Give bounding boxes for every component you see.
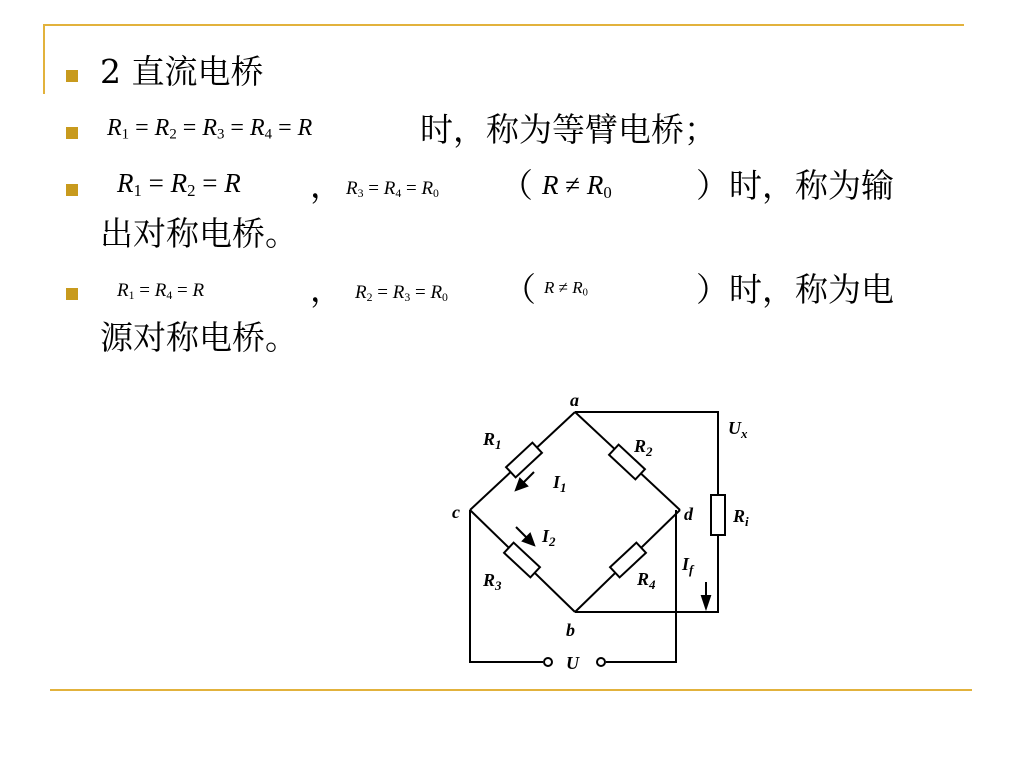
u-label: U: [566, 653, 579, 673]
formula-r-neq-r0: $R \ne R_0$: [544, 278, 588, 299]
current-if-arrowhead-icon: [702, 596, 710, 608]
circuit-wires: [470, 412, 718, 662]
ux-label: $U_x$: [728, 418, 748, 441]
resistor-r1-icon: [506, 443, 542, 478]
ri-label: $R_i$: [733, 506, 749, 529]
terminal-right-icon: [597, 658, 605, 666]
slide-heading: 2 直流电桥: [100, 52, 264, 91]
r3-label: $R_3$: [483, 570, 502, 593]
node-b-label: b: [566, 620, 575, 640]
node-d-label: d: [684, 504, 693, 524]
formula-equal-arm: $R_1 = R_2 = R_3 = R_4 = R$: [107, 115, 313, 143]
i2-label: $I_2$: [542, 526, 556, 549]
formula-r3-r4: $R_3 = R_4 = R_0$: [346, 178, 439, 200]
item3-comma: ，: [310, 270, 343, 309]
item2-text-line2: 出对称电桥。: [100, 214, 298, 253]
terminal-left-icon: [544, 658, 552, 666]
if-label: $I_f$: [682, 554, 694, 577]
formula-r-neq-r0: $R \ne R_0$: [542, 170, 612, 203]
r1-label: $R_1$: [483, 429, 502, 452]
i1-label: $I_1$: [553, 472, 567, 495]
item2-comma: ，: [310, 166, 343, 205]
item2-paren-open: （: [500, 166, 533, 205]
formula-r1-r4: $R_1 = R_4 = R$: [117, 280, 205, 302]
r4-label: $R_4$: [637, 569, 656, 592]
node-a-label: a: [570, 390, 579, 410]
node-c-label: c: [452, 502, 460, 522]
item2-text-end: ）时，称为输: [696, 166, 894, 205]
item3-text-end: ）时，称为电: [696, 270, 894, 309]
resistor-ri-icon: [711, 495, 725, 535]
r2-label: $R_2$: [634, 436, 653, 459]
formula-r2-r3: $R_2 = R_3 = R_0$: [355, 282, 448, 304]
item3-paren-open: （: [503, 270, 536, 309]
item3-text-line2: 源对称电桥。: [100, 318, 298, 357]
formula-r1-r2: $R_1 = R_2 = R$: [117, 168, 241, 201]
resistor-r3-icon: [504, 543, 540, 578]
item1-text: 时，称为等臂电桥；: [420, 110, 717, 149]
